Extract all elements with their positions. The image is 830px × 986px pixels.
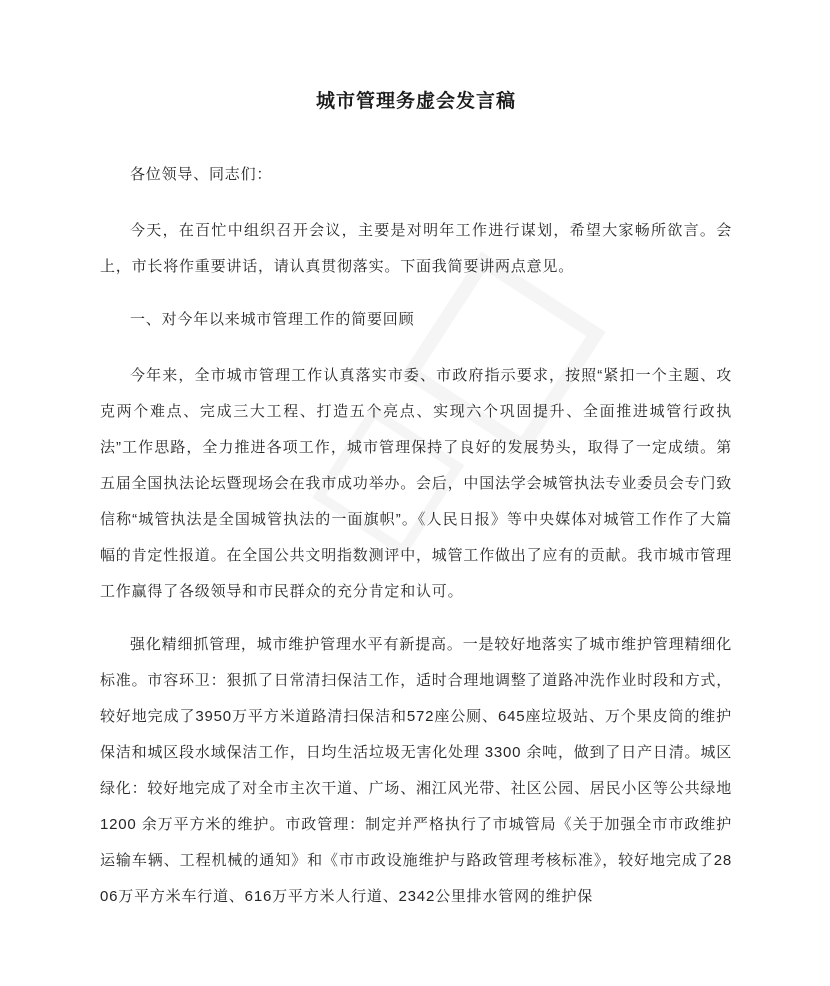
- document-content: [100, 86, 732, 932]
- paragraph-opening: 今天，在百忙中组织召开会议，主要是对明年工作进行谋划，希望大家畅所欲言。会上，市长将作重要讲话，请认真贯彻落实。下面我简要讲两点意见。: [100, 222, 732, 275]
- section-heading-1: 一、对今年以来城市管理工作的简要回顾: [130, 311, 415, 328]
- paragraph-detailed-management: 强化精细抓管理，城市维护管理水平有新提高。一是较好地落实了城市维护管理精细化标准。市容环卫：狠抓了日常清扫保洁工作，适时合理地调整了道路冲洗作业时段和方式，较好地完成了3950万平方米道路清扫保洁和572座公厕、645座垃圾站、万个果皮筒的维护保洁和城区段水域保洁工作，日均生活垃圾无害化处理 3300 余吨，做到了日产日清。城区绿化：较好地完成了对全市主次干道、广场、湘江风光带、社区公园、居民小区等公共绿地 1200 余万平方米的维护。市政管理：制定并严格执行了市城管局《关于加强全市市政维护运输车辆、工程机械的通知》和《市市政设施维护与路政管理考核标准》，较好地完成了2806万平方米车行道、616万平方米人行道、2342公里排水管网的维护保: [100, 636, 733, 905]
- salutation-line: 各位领导、同志们：: [130, 166, 273, 183]
- document-title: 城市管理务虚会发言稿: [315, 91, 516, 112]
- paragraph-year-review: 今年来，全市城市管理工作认真落实市委、市政府指示要求，按照“紧扣一个主题、攻克两个难点、完成三大工程、打造五个亮点、实现六个巩固提升、全面推进城管行政执法”工作思路，全力推进各项工作，城市管理保持了良好的发展势头，取得了一定成绩。第五届全国执法论坛暨现场会在我市成功举办。会后，中国法学会城管执法专业委员会专门致信称“城管执法是全国城管执法的一面旗帜”。《人民日报》等中央媒体对城管工作作了大篇幅的肯定性报道。在全国公共文明指数测评中，城管工作做出了应有的贡献。我市城市管理工作赢得了各级领导和市民群众的充分肯定和认可。: [100, 367, 733, 600]
